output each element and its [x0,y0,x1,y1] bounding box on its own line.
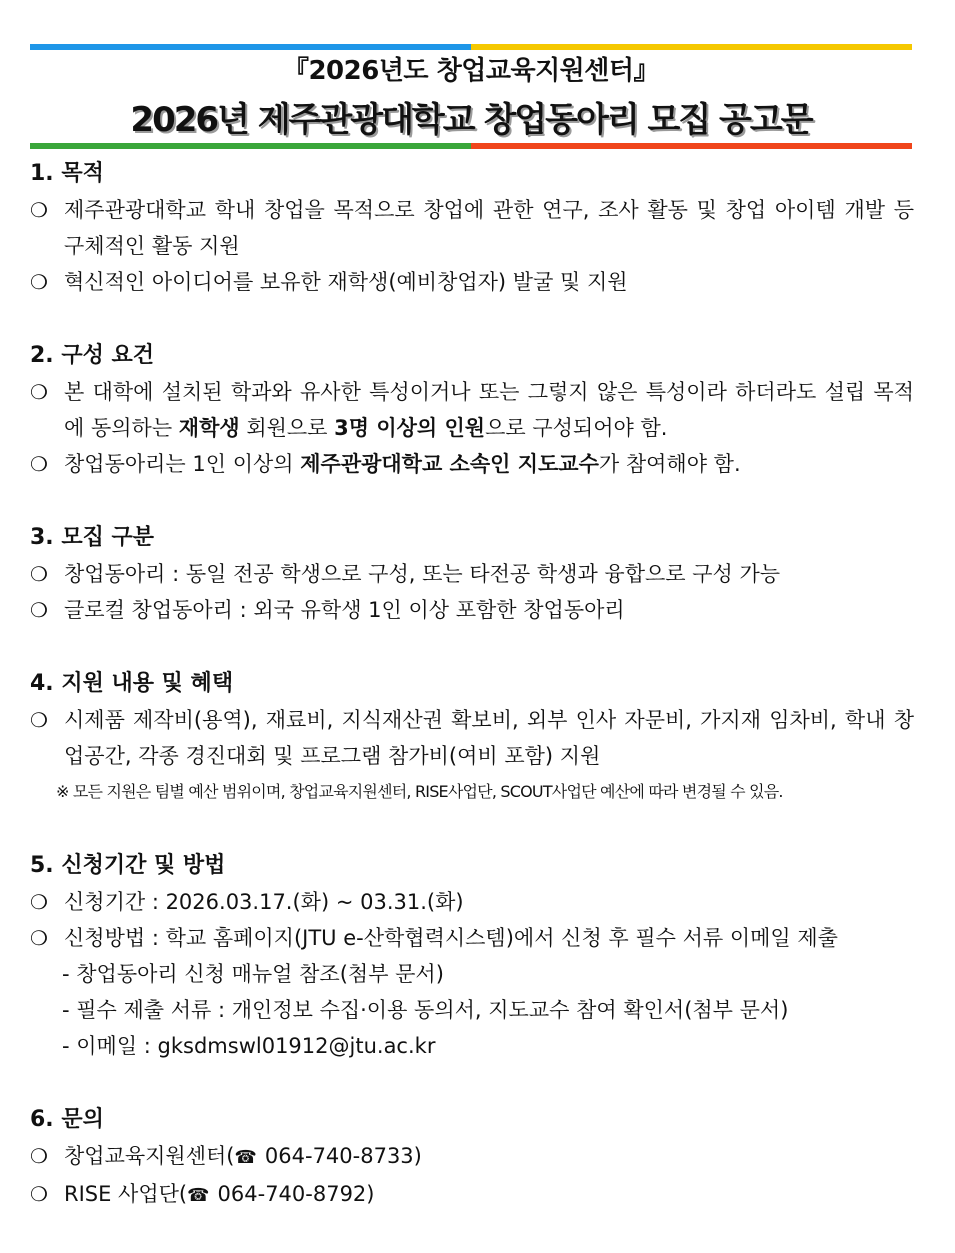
bottom-bar-red [471,143,912,149]
contact-item [30,1138,914,1176]
contact-text [64,1176,914,1214]
application-period: 신청기간 : 2026.03.17.(화) ~ 03.31.(화) [64,890,464,914]
contact-item [30,1176,914,1214]
text-part: 창업동아리는 1인 이상의 [64,452,301,476]
bullet-icon: ❍ [30,1144,48,1168]
bullet-icon: ❍ [30,380,48,404]
contact-name: 창업교육지원센터( [64,1144,235,1168]
emphasis-text: 3명 이상의 인원 [334,416,486,440]
section-5-item [30,920,914,956]
text-part: 회원으로 [239,416,335,440]
emphasis-text: 제주관광대학교 소속인 지도교수 [300,452,599,476]
bottom-bar-green [30,143,471,149]
text-part: 가 참여해야 함. [598,452,741,476]
bullet-icon: ❍ [30,562,48,586]
bullet-icon: ❍ [30,926,48,950]
header-subtitle: 『2026년도 창업교육지원센터』 [282,56,660,86]
notice-content [30,156,914,1214]
section-3-item [30,592,914,628]
bottom-color-bar [30,143,912,149]
sub-item-manual: - 창업동아리 신청 매뉴얼 참조(첨부 문서) [62,962,444,986]
emphasis-text: 재학생 [178,416,240,440]
section-3-item [30,556,914,592]
top-bar-blue [30,44,471,50]
section-3-item-text: 창업동아리 : 동일 전공 학생으로 구성, 또는 타전공 학생과 융합으로 구성 가능 [64,562,781,586]
contact-phone: 064-740-8733) [264,1144,422,1168]
section-4-item [30,702,914,774]
section-3-item-text: 글로컬 창업동아리 : 외국 유학생 1인 이상 포함한 창업동아리 [64,598,625,622]
text-part: 본 대학에 설치된 학과와 유사한 특성이거나 또는 그렇지 않은 특성이라 하더라도 설립 목적에 동의하는 [64,380,914,440]
section-1-title: 1. 목적 [30,161,104,186]
top-bar-yellow [471,44,912,50]
section-6-title: 6. 문의 [30,1107,104,1132]
application-method: 신청방법 : 학교 홈페이지(JTU e-산학협력시스템)에서 신청 후 필수 서류 이메일 제출 [64,926,838,950]
section-2-item-text [64,446,914,482]
bullet-icon: ❍ [30,198,48,222]
contact-name: RISE 사업단( [64,1182,188,1206]
phone-icon: ☎ [187,1185,210,1206]
contact-phone: 064-740-8792) [217,1182,375,1206]
phone-icon: ☎ [234,1147,257,1168]
section-1-item [30,192,914,264]
section-2-item-text [64,374,914,446]
top-color-bar [30,44,912,50]
text-part: 으로 구성되어야 함. [485,416,668,440]
bullet-icon: ❍ [30,890,48,914]
page-title: 2026년 제주관광대학교 창업동아리 모집 공고문 [130,100,812,140]
section-4-item-text: 시제품 제작비(용역), 재료비, 지식재산권 확보비, 외부 인사 자문비, 가지재 임차비, 학내 창업공간, 각종 경진대회 및 프로그램 참가비(여비 포함) 지원 [64,708,914,768]
bullet-icon: ❍ [30,1182,48,1206]
bullet-icon: ❍ [30,270,48,294]
sub-item-email: - 이메일 : gksdmswl01912@jtu.ac.kr [62,1034,436,1058]
section-4-note: ※ 모든 지원은 팀별 예산 범위이며, 창업교육지원센터, RISE사업단, SCOUT사업단 예산에 따라 변경될 수 있음. [56,782,783,801]
section-1-item-text: 제주관광대학교 학내 창업을 목적으로 창업에 관한 연구, 조사 활동 및 창업 아이템 개발 등 구체적인 활동 지원 [64,198,914,258]
section-1-item-text: 혁신적인 아이디어를 보유한 재학생(예비창업자) 발굴 및 지원 [64,270,628,294]
section-5-title: 5. 신청기간 및 방법 [30,853,226,878]
section-5-item [30,884,914,920]
sub-item-documents: - 필수 제출 서류 : 개인정보 수집·이용 동의서, 지도교수 참여 확인서(첨부 문서) [62,998,789,1022]
section-1-item [30,264,914,300]
section-3-title: 3. 모집 구분 [30,525,154,550]
bullet-icon: ❍ [30,598,48,622]
section-2-item [30,446,914,482]
section-2-title: 2. 구성 요건 [30,343,154,368]
contact-text [64,1138,914,1176]
section-4-title: 4. 지원 내용 및 혜택 [30,671,234,696]
bullet-icon: ❍ [30,452,48,476]
bullet-icon: ❍ [30,708,48,732]
section-2-item [30,374,914,446]
